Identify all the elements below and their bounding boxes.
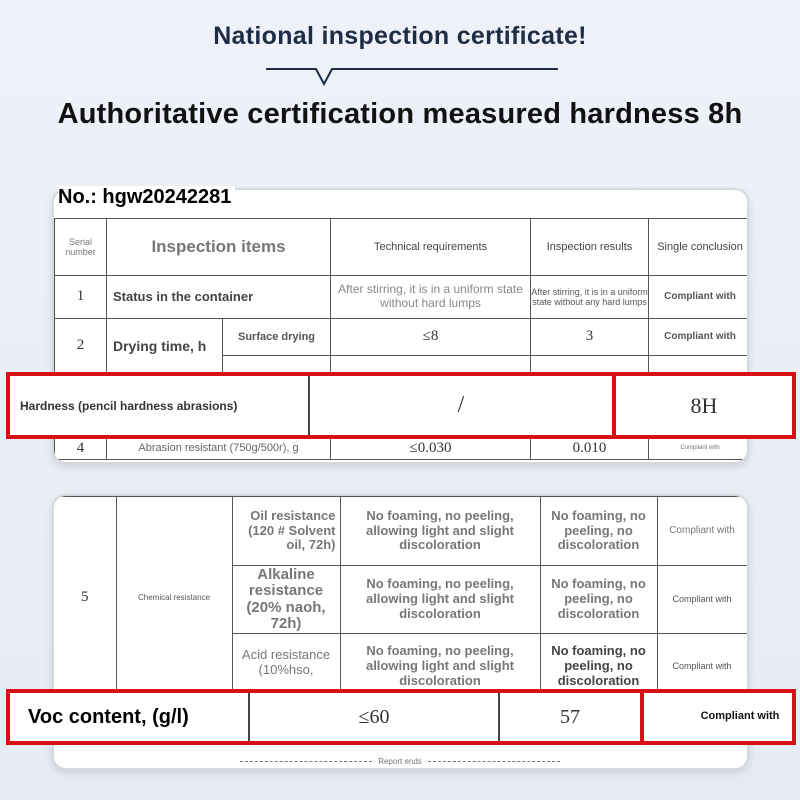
hardness-technical: /: [310, 376, 616, 435]
oil-technical: No foaming, no peeling, allowing light and slight discoloration: [340, 497, 540, 566]
row2-serial: 2: [55, 319, 107, 374]
alkaline-item: Alkaline resistance (20% naoh, 72h): [232, 566, 340, 634]
row2-result: 3: [531, 319, 649, 356]
dashed-line-left: [240, 761, 372, 762]
oil-item: Oil resistance (120 # Solvent oil, 72h): [232, 497, 340, 566]
report-ends-label: Report ends: [378, 756, 422, 766]
hardness-highlight: [6, 372, 796, 439]
row2-item: Drying time, h: [107, 319, 223, 374]
row2-sub: Surface drying: [223, 319, 331, 356]
row4-technical: ≤0.030: [331, 438, 531, 460]
page-subheading: Authoritative certification measured hardness 8h: [57, 98, 743, 130]
voc-result: 57: [500, 693, 644, 741]
hardness-item: Hardness (pencil hardness abrasions): [10, 376, 310, 435]
oil-conclusion: Compliant with: [657, 497, 747, 566]
voc-item: Voc content, (g/l): [10, 693, 250, 741]
row4-conclusion: Compliant with: [649, 438, 749, 460]
col-items: Inspection items: [107, 219, 331, 276]
voc-conclusion: Compliant with: [700, 710, 780, 723]
dashed-line-right: [428, 761, 560, 762]
inspection-table-bottom: [54, 496, 748, 700]
voc-technical: ≤60: [250, 693, 500, 741]
row1-serial: 1: [55, 276, 107, 319]
row4-serial: 4: [55, 438, 107, 460]
oil-result: No foaming, no peeling, no discoloration: [540, 497, 657, 566]
table-row: [55, 319, 750, 356]
row2-conclusion: Compliant with: [649, 319, 749, 356]
alkaline-technical: No foaming, no peeling, allowing light and slight discoloration: [340, 566, 540, 634]
table-header-row: [55, 219, 750, 276]
report-ends: [240, 754, 560, 768]
acid-conclusion: Compliant with: [657, 634, 747, 700]
certificate-number: No.: hgw20242281: [58, 186, 235, 211]
table-row: [55, 276, 750, 319]
hardness-result: 8H: [690, 392, 718, 418]
acid-result: No foaming, no peeling, no discoloration: [540, 634, 657, 700]
row5-group: Chemical resistance: [116, 497, 232, 700]
row1-item: Status in the container: [107, 276, 331, 319]
row1-technical: After stirring, it is in a uniform state without hard lumps: [331, 276, 531, 319]
row4-result: 0.010: [531, 438, 649, 460]
heading-divider: [266, 68, 558, 86]
row5-serial: 5: [54, 497, 116, 700]
row1-conclusion: Compliant with: [649, 276, 749, 319]
voc-highlight: [6, 689, 796, 745]
col-conclusion: Single conclusion: [649, 219, 749, 276]
acid-item: Acid resistance (10%hso,: [232, 634, 340, 700]
acid-technical: No foaming, no peeling, allowing light and slight discoloration: [340, 634, 540, 700]
alkaline-conclusion: Compliant with: [657, 566, 747, 634]
table-row: [54, 497, 747, 566]
table-row: [55, 438, 750, 460]
col-serial: Serial number: [55, 219, 107, 276]
col-technical: Technical requirements: [331, 219, 531, 276]
row2-technical: ≤8: [331, 319, 531, 356]
row4-item: Abrasion resistant (750g/500r), g: [107, 438, 331, 460]
row1-result: After stirring, it is in a uniform state without any hard lumps: [531, 276, 649, 319]
col-results: Inspection results: [531, 219, 649, 276]
alkaline-result: No foaming, no peeling, no discoloration: [540, 566, 657, 634]
page-heading: National inspection certificate!: [213, 22, 587, 50]
